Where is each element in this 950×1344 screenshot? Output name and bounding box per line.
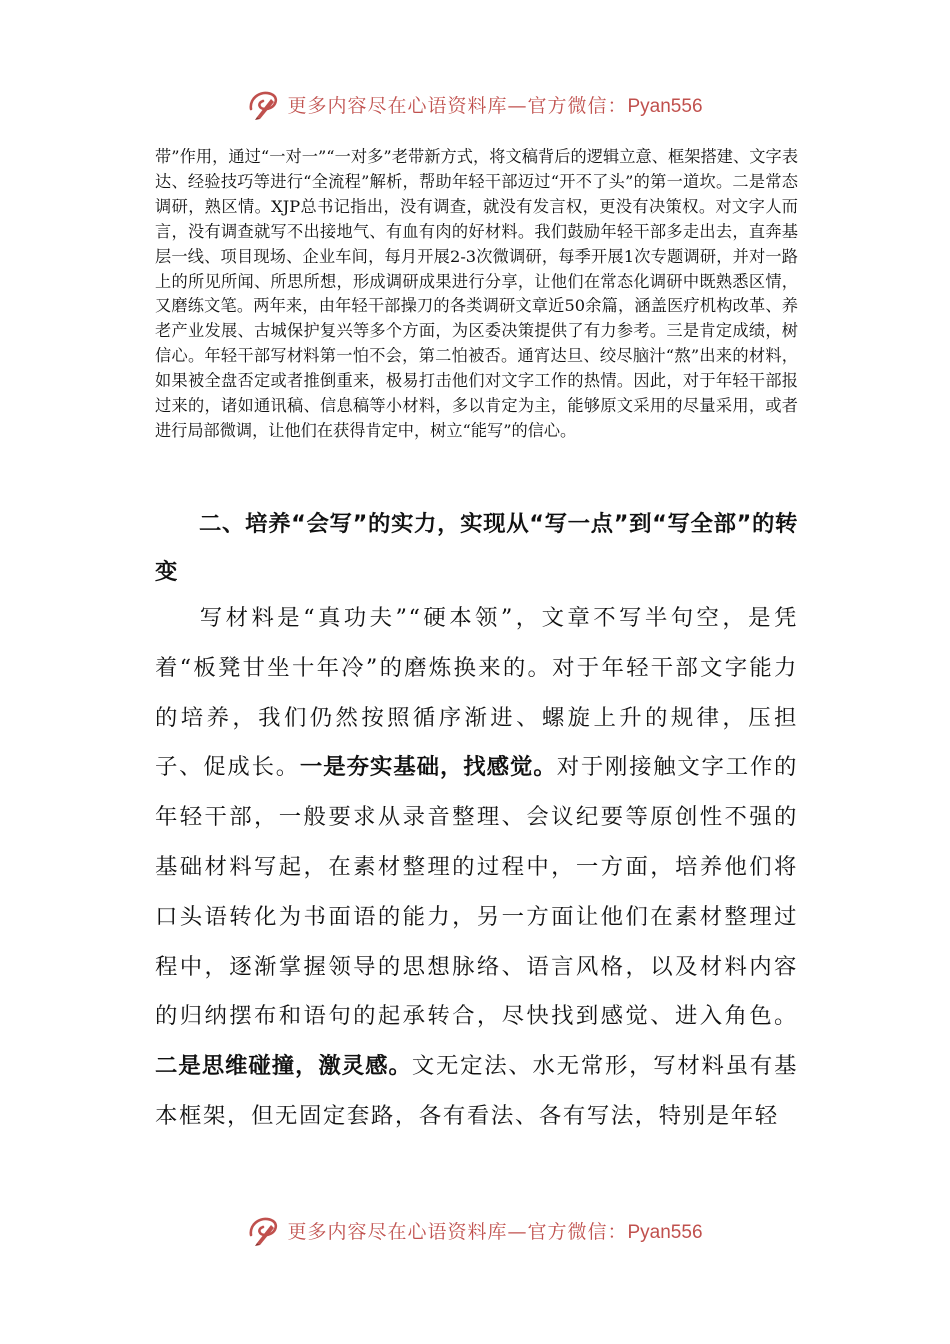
watermark-label: 更多内容尽在心语资料库—官方微信： [287, 94, 628, 117]
watermark-label: 更多内容尽在心语资料库—官方微信： [287, 1220, 628, 1243]
section-heading: 二、培养“会写”的实力，实现从“写一点”到“写全部”的转变 [155, 511, 798, 585]
lead-point-2: 二是思维碰撞，激灵感。 [155, 1053, 412, 1080]
pen-nib-swirl-logo-icon [247, 87, 281, 121]
watermark-wechat-id: Pyan556 [627, 95, 703, 117]
body-text-part-3: 文无定法、水无常形，写材料虽有基本框架，但无固定套路，各有看法、各有写法，特别是年轻 [155, 1053, 798, 1129]
intro-paragraph: 带”作用，通过“一对一”“一对多”老带新方式，将文稿背后的逻辑立意、框架搭建、文字表达、经验技巧等进行“全流程”解析，帮助年轻干部迈过“开不了头”的第一道坎。二是常态调研，熟区情。XJP总书记指出，没有调查，就没有发言权，更没有决策权。对文字人而言，没有调查就写不出接地气、有血有肉的好材料。我们鼓励年轻干部多走出去，直奔基层一线、项目现场、企业车间，每月开展2-3次微调研，每季开展1次专题调研，并对一路上的所见所闻、所思所想，形成调研成果进行分享，让他们在常态化调研中既熟悉区情，又磨练文笔。两年来，由年轻干部操刀的各类调研文章近50余篇，涵盖医疗机构改革、养老产业发展、古城保护复兴等多个方面，为区委决策提供了有力参考。三是肯定成绩，树信心。年轻干部写材料第一怕不会，第二怕被否。通宵达旦、绞尽脑汁“熬”出来的材料，如果被全盘否定或者推倒重来，极易打击他们对文字工作的热情。因此，对于年轻干部报过来的，诸如通讯稿、信息稿等小材料，多以肯定为主，能够原文采用的尽量采用，或者进行局部微调，让他们在获得肯定中，树立“能写”的信心。 [155, 147, 798, 440]
footer-watermark [0, 1210, 950, 1250]
body-text-part-2: 对于刚接触文字工作的年轻干部，一般要求从录音整理、会议纪要等原创性不强的基础材料写起，在素材整理的过程中，一方面，培养他们将口头语转化为书面语的能力，另一方面让他们在素材整理过程中，逐渐掌握领导的思想脉络、语言风格，以及材料内容的归纳摆布和语句的起承转合，尽快找到感觉、进入角色。 [155, 754, 798, 1030]
watermark-wechat-id: Pyan556 [627, 1221, 703, 1243]
body-text-part-1: 写材料是“真功夫”“硬本领”，文章不写半句空，是凭着“板凳甘坐十年冷”的磨炼换来的。对于年轻干部文字能力的培养，我们仍然按照循序渐进、螺旋上升的规律，压担子、促成长。 [155, 605, 798, 781]
watermark-text [287, 91, 702, 118]
lead-point-1: 一是夯实基础，找感觉。 [299, 754, 557, 781]
header-watermark [0, 84, 950, 124]
body-paragraph [155, 594, 798, 1142]
pen-nib-swirl-logo-icon [247, 1213, 281, 1247]
watermark-text [287, 1217, 702, 1244]
